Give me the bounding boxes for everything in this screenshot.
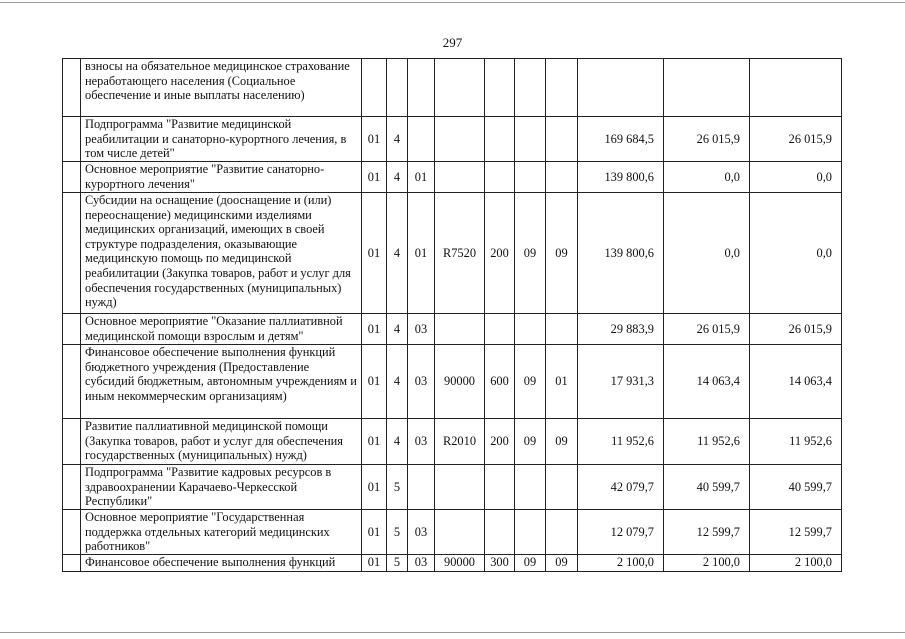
expense-type-code [485,162,515,193]
item-name: Основное мероприятие "Государственная поддержка отдельных категорий медицинских работников" [81,510,362,555]
amount-year-1: 169 684,5 [578,117,664,162]
subprogram-code: 4 [387,419,408,465]
subprogram-code: 4 [387,345,408,419]
program-code: 01 [362,345,387,419]
table-row [63,419,842,465]
empty-index-cell [63,419,81,465]
subprogram-code: 4 [387,314,408,345]
amount-year-2 [664,59,750,117]
amount-year-1: 11 952,6 [578,419,664,465]
expense-type-code: 200 [485,419,515,465]
empty-index-cell [63,314,81,345]
amount-year-3: 26 015,9 [750,117,842,162]
item-name: Субсидии на оснащение (дооснащение и (или) переоснащение) медицинскими изделиями медицинских организаций, имеющих в своей структуре подразделения, оказывающие медицинскую помощь по медицинской реабилитации (Закупка товаров, работ и услуг для обеспечения государственных (муниципальных) нужд) [81,193,362,314]
subprogram-code: 5 [387,554,408,571]
expense-type-code [485,314,515,345]
amount-year-3: 0,0 [750,162,842,193]
section-code [515,510,546,555]
subsection-code: 09 [546,554,578,571]
item-name: Финансовое обеспечение выполнения функций [81,554,362,571]
subsection-code [546,162,578,193]
item-name: Подпрограмма "Развитие кадровых ресурсов в здравоохранении Карачаево-Черкесской Республики" [81,465,362,510]
amount-year-1: 2 100,0 [578,554,664,571]
amount-year-2: 0,0 [664,162,750,193]
amount-year-3: 40 599,7 [750,465,842,510]
event-code [408,117,435,162]
table-row [63,554,842,571]
event-code: 01 [408,193,435,314]
subsection-code [546,510,578,555]
amount-year-3: 14 063,4 [750,345,842,419]
empty-index-cell [63,162,81,193]
expense-type-code [485,465,515,510]
amount-year-1: 29 883,9 [578,314,664,345]
item-name: Основное мероприятие "Развитие санаторно-курортного лечения" [81,162,362,193]
subprogram-code [387,59,408,117]
expense-type-code [485,510,515,555]
section-code [515,59,546,117]
direction-code [435,314,485,345]
section-code: 09 [515,554,546,571]
table-row [63,465,842,510]
event-code: 03 [408,345,435,419]
subsection-code: 01 [546,345,578,419]
table-row [63,117,842,162]
amount-year-3: 2 100,0 [750,554,842,571]
event-code: 03 [408,419,435,465]
subsection-code [546,465,578,510]
amount-year-3: 11 952,6 [750,419,842,465]
direction-code [435,465,485,510]
program-code: 01 [362,465,387,510]
program-code: 01 [362,117,387,162]
item-name: Развитие паллиативной медицинской помощи (Закупка товаров, работ и услуг для обеспечения государственных (муниципальных) нужд) [81,419,362,465]
item-name: взносы на обязательное медицинское страхование неработающего населения (Социальное обеспечение и иные выплаты населению) [81,59,362,117]
expense-type-code [485,59,515,117]
section-code [515,314,546,345]
direction-code: 90000 [435,345,485,419]
amount-year-1: 139 800,6 [578,193,664,314]
program-code: 01 [362,314,387,345]
amount-year-2: 40 599,7 [664,465,750,510]
amount-year-3: 26 015,9 [750,314,842,345]
amount-year-1: 139 800,6 [578,162,664,193]
subsection-code [546,117,578,162]
subprogram-code: 4 [387,193,408,314]
table-row [63,314,842,345]
amount-year-3: 12 599,7 [750,510,842,555]
direction-code [435,510,485,555]
expense-type-code: 600 [485,345,515,419]
program-code: 01 [362,554,387,571]
table-row [63,345,842,419]
subprogram-code: 5 [387,510,408,555]
amount-year-2: 0,0 [664,193,750,314]
empty-index-cell [63,554,81,571]
subsection-code: 09 [546,419,578,465]
event-code: 03 [408,314,435,345]
section-code: 09 [515,193,546,314]
program-code: 01 [362,162,387,193]
amount-year-1 [578,59,664,117]
direction-code: 90000 [435,554,485,571]
event-code [408,59,435,117]
subprogram-code: 4 [387,117,408,162]
direction-code [435,117,485,162]
budget-table [62,58,842,572]
direction-code: R7520 [435,193,485,314]
subsection-code: 09 [546,193,578,314]
amount-year-3 [750,59,842,117]
program-code [362,59,387,117]
amount-year-2: 2 100,0 [664,554,750,571]
section-code: 09 [515,419,546,465]
amount-year-3: 0,0 [750,193,842,314]
amount-year-2: 26 015,9 [664,117,750,162]
page-number: 297 [442,35,463,50]
table-row [63,510,842,555]
item-name: Финансовое обеспечение выполнения функций бюджетного учреждения (Предоставление субсидий бюджетным, автономным учреждениям и иным некоммерческим организациям) [81,345,362,419]
table-row [63,162,842,193]
amount-year-1: 12 079,7 [578,510,664,555]
empty-index-cell [63,465,81,510]
item-name: Основное мероприятие "Оказание паллиативной медицинской помощи взрослым и детям" [81,314,362,345]
event-code: 03 [408,554,435,571]
program-code: 01 [362,193,387,314]
direction-code [435,59,485,117]
program-code: 01 [362,419,387,465]
item-name: Подпрограмма "Развитие медицинской реабилитации и санаторно-курортного лечения, в том числе детей" [81,117,362,162]
table-row [63,193,842,314]
amount-year-1: 42 079,7 [578,465,664,510]
table-row [63,59,842,117]
event-code: 01 [408,162,435,193]
subprogram-code: 5 [387,465,408,510]
expense-type-code: 200 [485,193,515,314]
event-code [408,465,435,510]
section-code [515,465,546,510]
section-code: 09 [515,345,546,419]
amount-year-1: 17 931,3 [578,345,664,419]
scan-top-edge-line [0,2,905,3]
section-code [515,162,546,193]
direction-code [435,162,485,193]
event-code: 03 [408,510,435,555]
empty-index-cell [63,345,81,419]
table-body [63,59,842,572]
subsection-code [546,314,578,345]
empty-index-cell [63,510,81,555]
program-code: 01 [362,510,387,555]
amount-year-2: 14 063,4 [664,345,750,419]
direction-code: R2010 [435,419,485,465]
empty-index-cell [63,193,81,314]
amount-year-2: 11 952,6 [664,419,750,465]
subprogram-code: 4 [387,162,408,193]
expense-type-code: 300 [485,554,515,571]
amount-year-2: 26 015,9 [664,314,750,345]
expense-type-code [485,117,515,162]
amount-year-2: 12 599,7 [664,510,750,555]
scan-bottom-edge-line [0,632,905,633]
empty-index-cell [63,59,81,117]
section-code [515,117,546,162]
empty-index-cell [63,117,81,162]
subsection-code [546,59,578,117]
